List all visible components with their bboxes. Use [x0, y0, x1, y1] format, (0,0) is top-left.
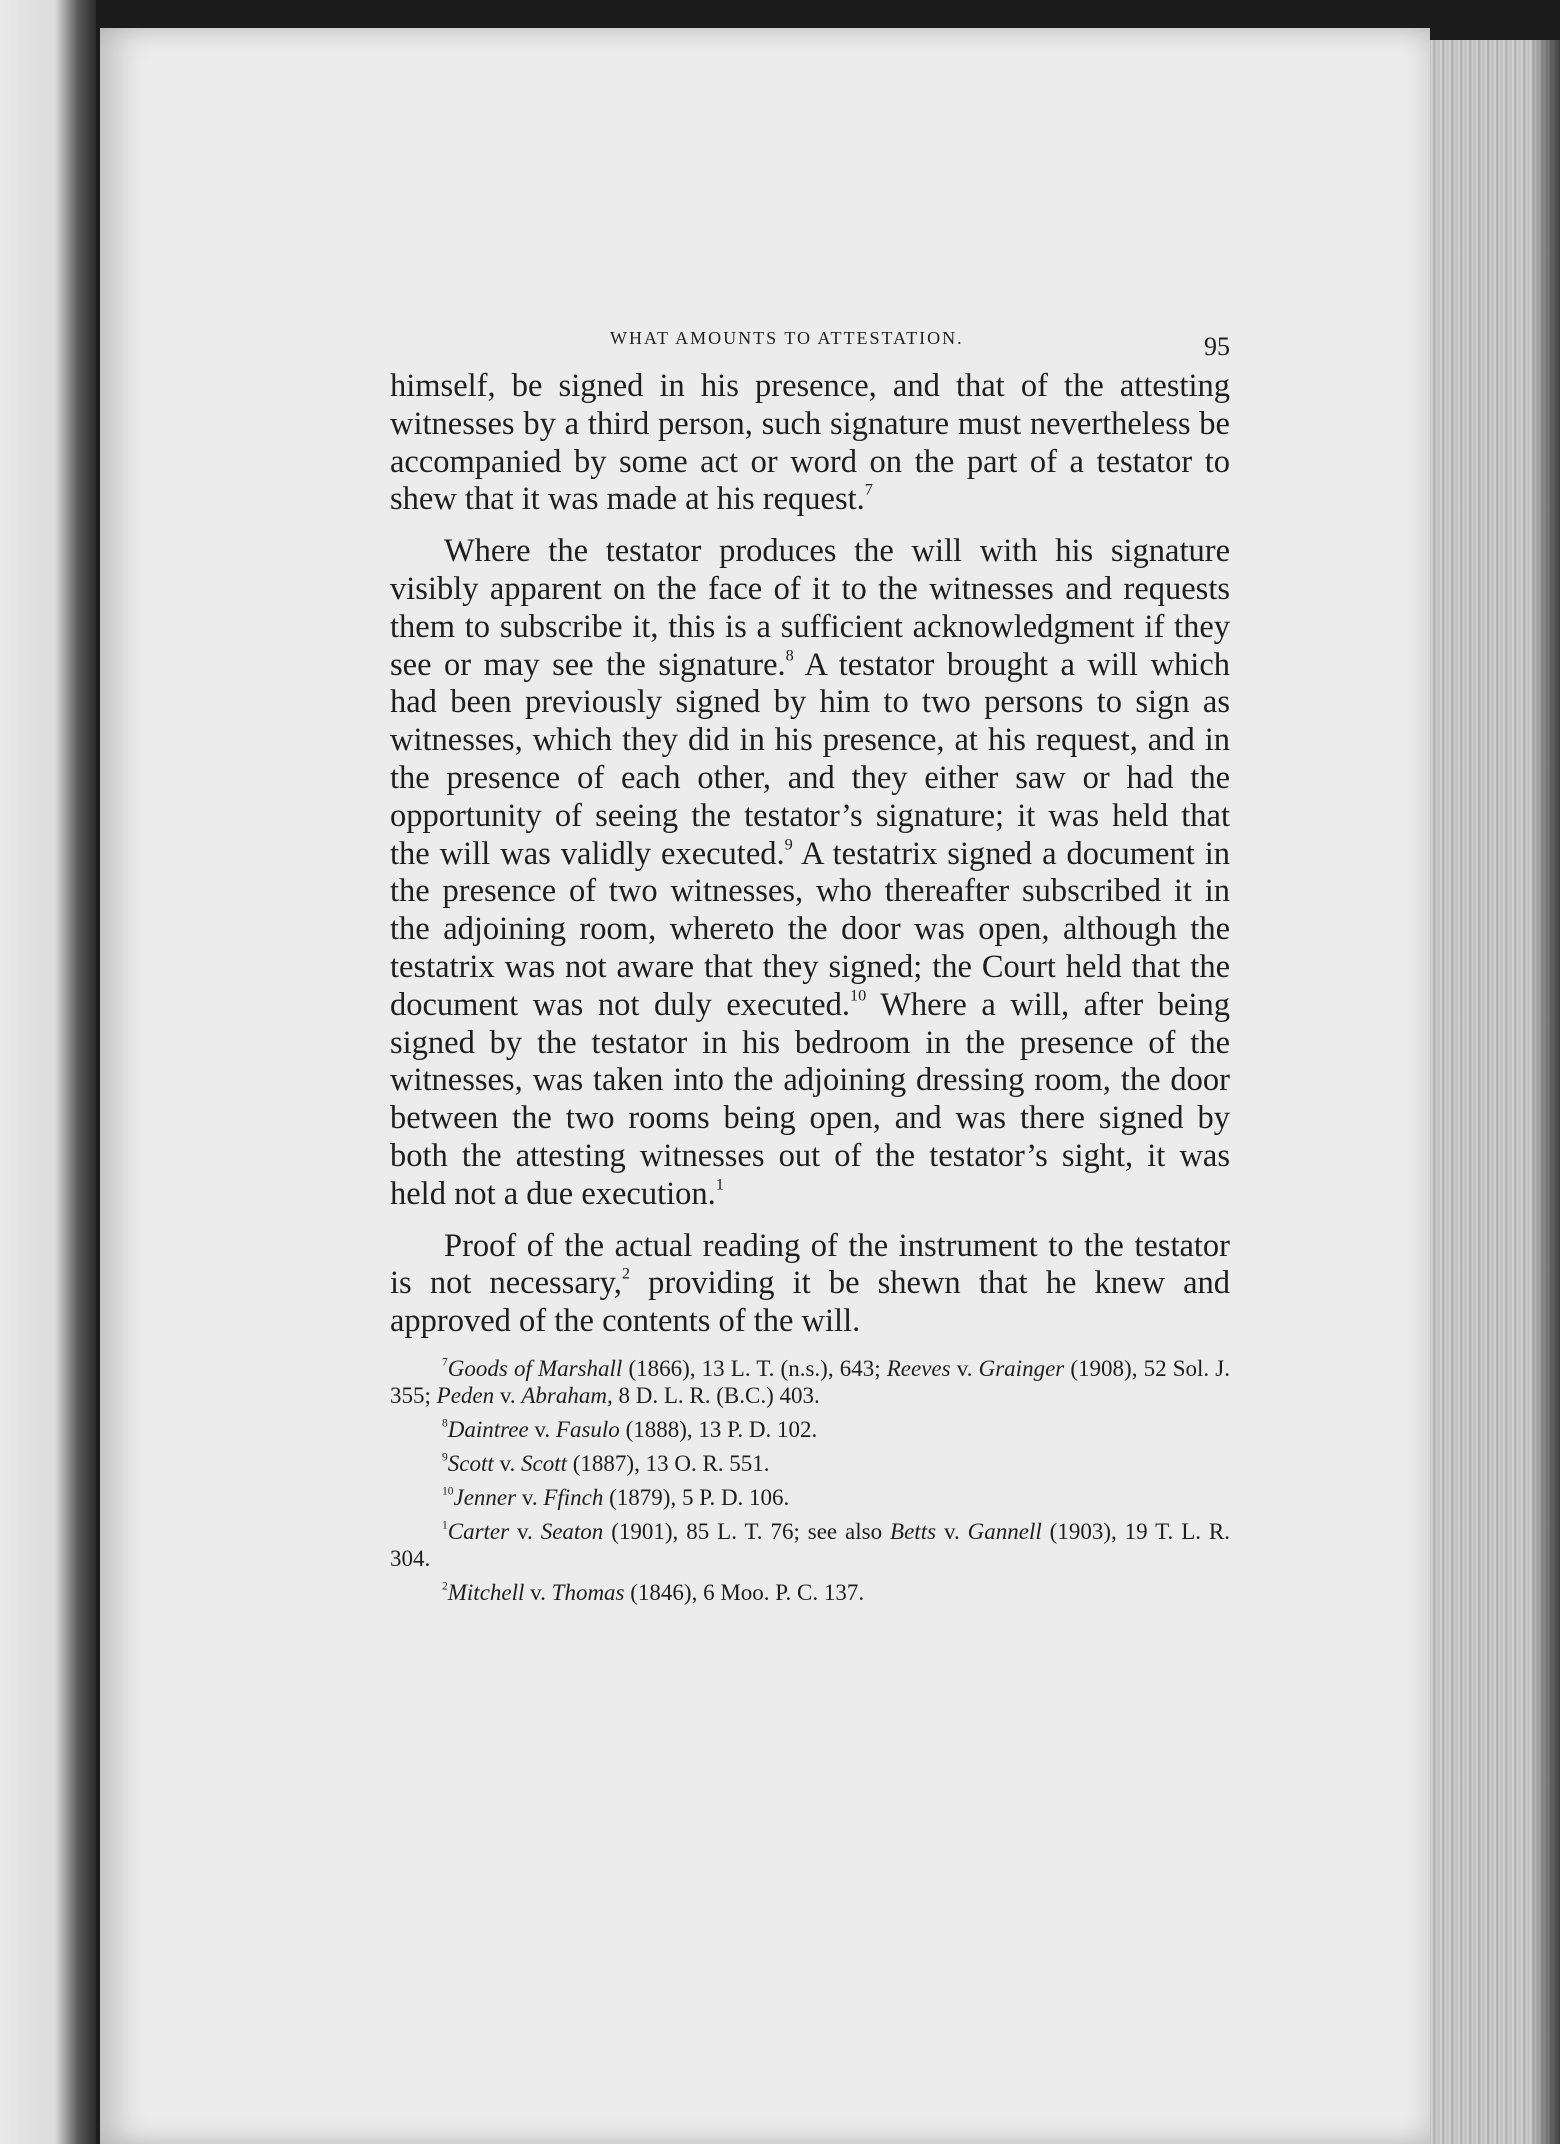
text-run: v.	[528, 1416, 556, 1442]
footnote-fn1	[390, 1518, 1230, 1572]
footnotes	[390, 1355, 1230, 1606]
text-run: (1846), 6 Moo. P. C. 137.	[624, 1579, 865, 1605]
text-run: (1908), 52 Sol. J. 355;	[390, 1355, 1230, 1408]
footnote-reference: 1	[442, 1519, 448, 1532]
footnote-reference: 9	[784, 834, 793, 853]
paragraph-2	[390, 533, 1230, 1213]
text-run: Where a will, after being signed by the testator in his bedroom in the presence of the witnesses, was taken into the adjoining dressing room, the door between the two rooms being open, and was there signed by both the attesting witnesses out of the testator’s sight, it was held not a due execution.	[390, 986, 1230, 1212]
case-name: Gannell	[967, 1518, 1042, 1544]
footnote-reference: 8	[442, 1417, 448, 1430]
running-head	[390, 328, 1230, 368]
page-stack-edge	[1418, 40, 1560, 2144]
case-name: Daintree	[447, 1416, 529, 1442]
text-run: (1866), 13 L. T. (n.s.), 643;	[622, 1355, 887, 1381]
text-run: providing it be shewn that he knew and approved of the contents of the will.	[390, 1265, 1230, 1340]
footnote-reference: 10	[442, 1485, 454, 1498]
case-name: Grainger	[978, 1355, 1065, 1381]
case-name: Fasulo	[555, 1416, 620, 1442]
page-number: 95	[1204, 332, 1230, 361]
footnote-fn9	[390, 1450, 1230, 1477]
text-run: v.	[524, 1579, 552, 1605]
footnote-reference: 7	[442, 1356, 448, 1369]
case-name: Scott	[447, 1450, 494, 1476]
case-name: Mitchell	[447, 1579, 525, 1605]
case-name: Ffinch	[543, 1484, 604, 1510]
text-run: v.	[494, 1382, 522, 1408]
footnote-reference: 8	[785, 645, 794, 664]
text-run: (1903), 19 T. L. R. 304.	[390, 1518, 1231, 1571]
text-run: v.	[936, 1518, 968, 1544]
case-name: Thomas	[551, 1579, 625, 1605]
case-name: Seaton	[540, 1518, 604, 1544]
text-run: A testatrix signed a document in the presence of two witnesses, who thereafter subscribed it in the adjoining room, whereto the door was open, although the testatrix was not aware that they signed; the Court held that the document was not duly executed.	[390, 835, 1230, 1023]
book-page	[100, 28, 1430, 2144]
text-block	[390, 328, 1230, 1613]
paragraph-1	[390, 368, 1230, 519]
text-run: A testator brought a will which had been previously signed by him to two persons to sign as witnesses, which they did in his presence, at his request, and in the presence of each other, and they either saw or had the opportunity of seeing the testator’s signature; it was held that the will was validly executed.	[390, 646, 1230, 872]
footnote-reference: 9	[442, 1451, 448, 1464]
text-run: 8 D. L. R. (B.C.) 403.	[612, 1382, 820, 1408]
footnote-reference: 10	[849, 986, 867, 1005]
case-name: Scott	[521, 1450, 568, 1476]
case-name: Jenner	[453, 1484, 517, 1510]
case-name: Peden	[436, 1382, 495, 1408]
case-name: Abraham,	[521, 1382, 613, 1408]
footnote-fn7	[390, 1355, 1230, 1409]
text-run: himself, be signed in his presence, and that of the attesting witnesses by a third person, such signature must nevertheless be accompanied by some act or word on the part of a testator to shew that it was made at his request.	[390, 368, 1230, 518]
footnote-reference: 1	[715, 1175, 724, 1194]
running-title: WHAT AMOUNTS TO ATTESTATION.	[610, 328, 964, 348]
text-run: Where the testator produces the will with his signature visibly apparent on the face of it to the witnesses and requests them to subscribe it, this is a sufficient acknowledgment if they see or may see the signature.	[390, 533, 1230, 683]
footnote-fn8	[390, 1416, 1230, 1443]
text-run: v.	[950, 1355, 979, 1381]
text-run: Proof of the actual reading of the instrument to the testator is not necessary,	[390, 1227, 1230, 1302]
case-name: Betts	[890, 1518, 937, 1544]
text-run: (1888), 13 P. D. 102.	[619, 1416, 818, 1442]
footnote-fn10	[390, 1484, 1230, 1511]
case-name: Goods of Marshall	[447, 1355, 623, 1381]
footnote-reference: 7	[864, 480, 873, 499]
footnote-fn2	[390, 1579, 1230, 1606]
case-name: Carter	[447, 1518, 510, 1544]
text-run: v.	[516, 1484, 544, 1510]
text-run: (1887), 13 O. R. 551.	[567, 1450, 770, 1476]
paragraph-3	[390, 1228, 1230, 1341]
facing-page-edge	[0, 0, 96, 2144]
footnote-reference: 2	[621, 1264, 630, 1283]
footnote-reference: 2	[442, 1580, 448, 1593]
text-run: v.	[493, 1450, 522, 1476]
text-run: (1901), 85 L. T. 76; see also	[603, 1518, 891, 1544]
text-run: (1879), 5 P. D. 106.	[603, 1484, 790, 1510]
case-name: Reeves	[886, 1355, 951, 1381]
text-run: v.	[509, 1518, 541, 1544]
body-text	[390, 368, 1230, 1341]
